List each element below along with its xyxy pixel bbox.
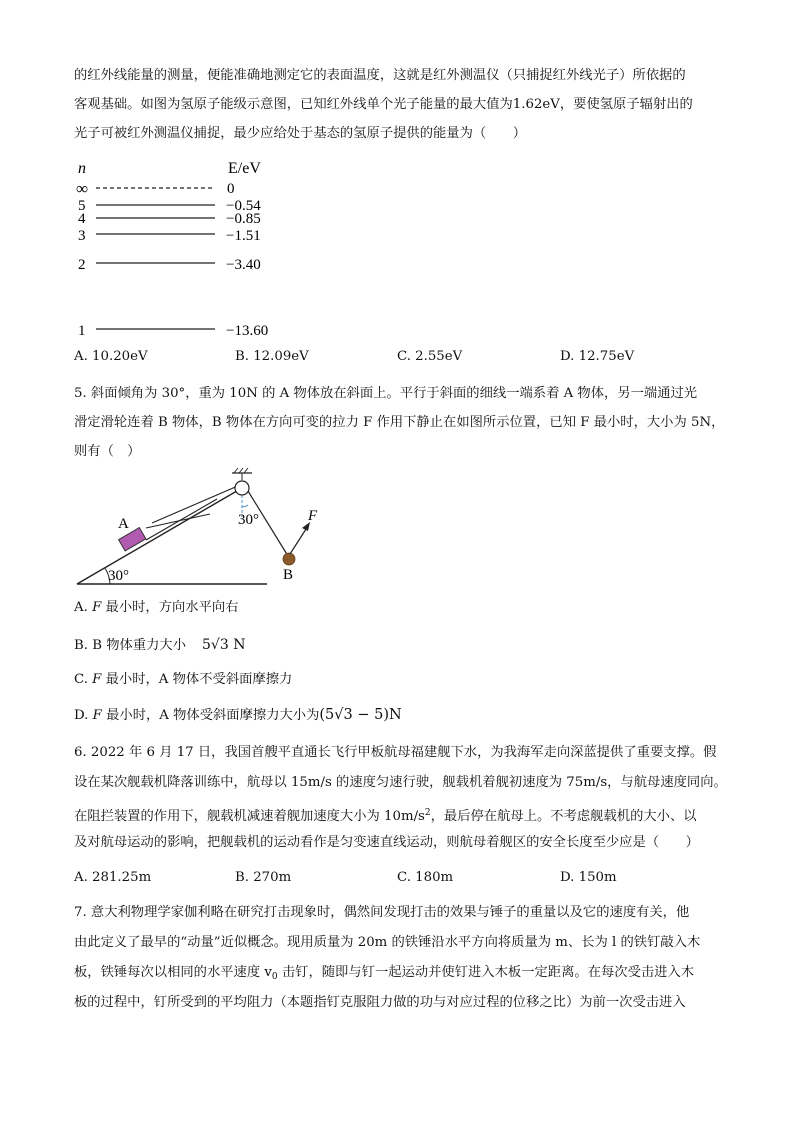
- q5-option-d-text: 最小时，A 物体受斜面摩擦力大小为: [101, 708, 320, 723]
- level-e-2: −3.40: [226, 257, 261, 273]
- q5-option-d: [74, 706, 402, 725]
- level-e-5: −0.54: [226, 198, 261, 214]
- level-e-4: −0.85: [226, 211, 261, 227]
- e-header: E/eV: [228, 160, 261, 177]
- q7-line-3b: 击钉，随即与钉一起运动并使钉进入木板一定距离。在每次受击进入木: [277, 965, 695, 980]
- q6-line-3: [74, 804, 697, 826]
- energy-level-diagram: [70, 155, 370, 340]
- q6-option-b: B. 270m: [235, 870, 292, 885]
- ball-b-label: B: [283, 567, 294, 583]
- q6-option-a: A. 281.25m: [74, 870, 152, 885]
- q6-line-3-sup: 2: [424, 808, 431, 818]
- q5-option-a-prefix: A.: [74, 600, 93, 615]
- q7-line-4: 板的过程中，钉所受到的平均阻力（本题指钉克服阻力做的功与对应过程的位移之比）为前一次受击进入: [74, 995, 686, 1010]
- incline-angle-label: 30°: [108, 568, 129, 584]
- level-n-5: 5: [78, 198, 86, 214]
- hatch-3: [244, 468, 248, 473]
- q5-option-b: [74, 636, 245, 655]
- hatch-2: [239, 468, 243, 473]
- q5-option-c-var: F: [92, 672, 102, 687]
- string-a-upper: [146, 499, 217, 540]
- q7-line-1: 7. 意大利物理学家伽利略在研究打击现象时，偶然间发现打击的效果与锤子的重量以及它的速度有关，他: [74, 905, 690, 920]
- q5-option-c-prefix: C.: [74, 672, 93, 687]
- level-n-3: 3: [78, 228, 86, 244]
- block-a-label: A: [118, 516, 129, 532]
- force-f-label: F: [308, 508, 318, 524]
- q6-line-3a: 在阻拦装置的作用下，舰载机减速着舰加速度大小为 10m/s: [74, 809, 425, 824]
- q5-option-b-text: B. B 物体重力大小: [74, 638, 187, 653]
- string-angle-label: 30°: [238, 512, 259, 528]
- q7-line-3-sub: 0: [271, 972, 278, 982]
- q5-option-a: [74, 599, 239, 617]
- q4-option-c: C. 2.55eV: [397, 349, 463, 364]
- q5-line-3: 则有（ ）: [74, 444, 141, 459]
- q4-option-b: B. 12.09eV: [235, 349, 309, 364]
- ball-b: [283, 553, 295, 565]
- level-n-2: 2: [78, 257, 86, 273]
- q5-line-2: 滑定滑轮连着 B 物体，B 物体在方向可变的拉力 F 作用下静止在如图所示位置，已知 F 最小时，大小为 5N，: [74, 415, 725, 430]
- q7-line-3a: 板，铁锤每次以相同的水平速度 v: [74, 965, 272, 980]
- level-e-1: −13.60: [226, 323, 269, 339]
- q6-line-3b: ，最后停在航母上。不考虑舰载机的大小、以: [430, 809, 697, 824]
- incline-surface: [77, 488, 242, 584]
- q5-option-a-var: F: [92, 600, 102, 615]
- string-angle-arc: [242, 505, 248, 507]
- level-e-3: −1.51: [226, 228, 261, 244]
- q4-line-2: 客观基础。如图为氢原子能级示意图，已知红外线单个光子能量的最大值为1.62eV，要使氢原子辐射出的: [74, 97, 693, 112]
- q6-option-c: C. 180m: [397, 870, 454, 885]
- level-n-inf: ∞: [76, 179, 89, 198]
- q4-option-a: A. 10.20eV: [74, 349, 148, 364]
- q5-option-c: [74, 671, 292, 689]
- q4-line-3: 光子可被红外测温仪捕捉，最少应给处于基态的氢原子提供的能量为（ ）: [74, 126, 527, 141]
- level-n-4: 4: [78, 211, 86, 227]
- q5-option-c-text: 最小时，A 物体不受斜面摩擦力: [101, 672, 293, 687]
- q5-option-d-prefix: D.: [74, 708, 93, 723]
- force-f-arrow: [290, 526, 308, 554]
- q5-option-a-text: 最小时，方向水平向右: [101, 600, 239, 615]
- q5-line-1: 5. 斜面倾角为 30°，重为 10N 的 A 物体放在斜面上。平行于斜面的细线一端系着 A 物体，另一端通过光: [74, 386, 698, 401]
- hatch-1: [234, 468, 238, 473]
- q5-option-b-math: 5√3 N: [202, 637, 246, 653]
- incline-pulley-figure: [72, 462, 352, 592]
- q7-line-2: 由此定义了最早的“动量”近似概念。现用质量为 20m 的铁锤沿水平方向将质量为 m、长为 l 的铁钉敲入木: [74, 935, 701, 950]
- q5-option-d-var: F: [92, 708, 102, 723]
- level-n-1: 1: [78, 323, 86, 339]
- q7-line-3: [74, 964, 694, 986]
- q5-option-d-math: (5√3 − 5)N: [319, 707, 402, 723]
- q4-line-1: 的红外线能量的测量，便能准确地测定它的表面温度，这就是红外测温仪（只捕捉红外线光子）所依据的: [74, 68, 686, 83]
- q6-line-2: 设在某次舰载机降落训练中，航母以 15m/s 的速度匀速行驶，舰载机着舰初速度为 75m/s，与航母速度同向。: [74, 775, 727, 790]
- n-header: n: [78, 160, 86, 177]
- q4-option-d: D. 12.75eV: [560, 349, 635, 364]
- q6-line-1: 6. 2022 年 6 月 17 日，我国首艘平直通长飞行甲板航母福建舰下水，为我海军走向深蓝提供了重要支撑。假: [74, 745, 717, 760]
- pulley-icon: [235, 481, 249, 495]
- level-e-inf: 0: [227, 181, 235, 197]
- q6-option-d: D. 150m: [560, 870, 617, 885]
- q6-line-4: 及对航母运动的影响，把舰载机的运动看作是匀变速直线运动，则航母着舰区的安全长度至少应是（ ）: [74, 835, 699, 850]
